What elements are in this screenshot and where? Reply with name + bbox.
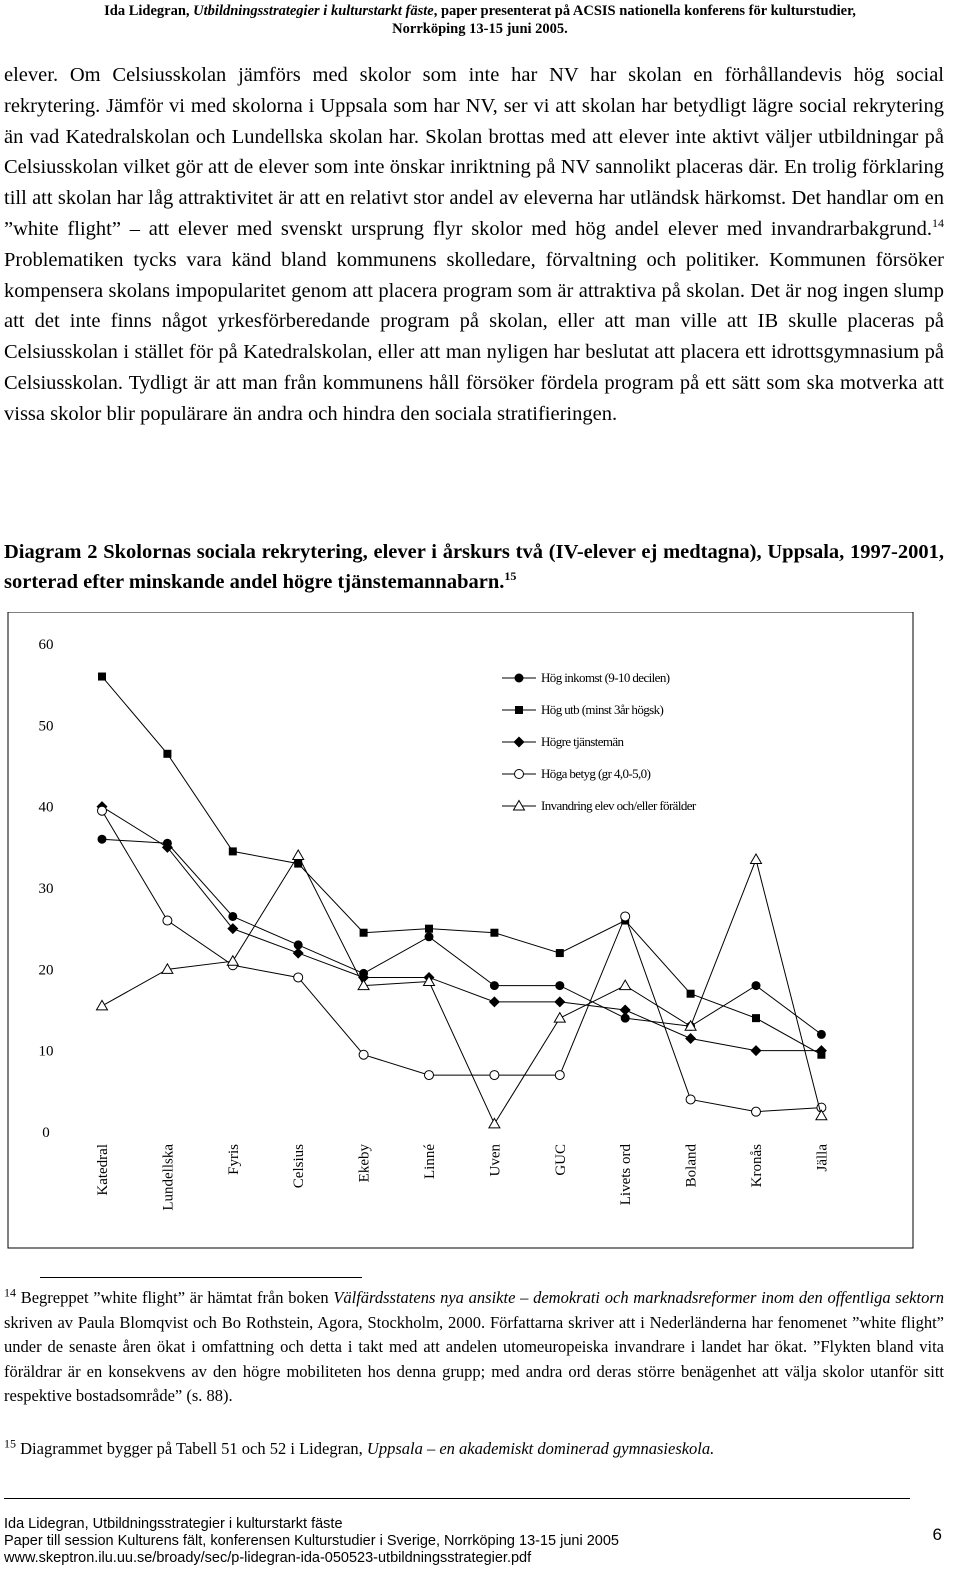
series-group	[97, 801, 827, 1056]
x-tick-label: Lundellska	[160, 1144, 177, 1211]
x-tick-label: Livets ord	[618, 1144, 635, 1206]
data-point	[97, 1000, 108, 1010]
legend-marker	[514, 801, 525, 811]
data-point	[490, 981, 499, 990]
legend-label: Hög inkomst (9-10 decilen)	[541, 670, 670, 685]
x-tick-label: Linné	[422, 1144, 438, 1179]
legend-marker	[515, 770, 524, 779]
body-text-part2: Problematiken tycks vara känd bland kommunens skolledare, förvaltning och politiker. Kommunen försöker kompensera skolans impopularitet genom att placera program som är attraktiva på skolan. Det är nog ingen slump att det inte finns något yrkesförberedande program på skolan, eller att man ville att IB skulle placeras på Celsiusskolan i stället för på Katedralskolan, eller att man nyligen har beslutat att placera ett idrottsgymnasium på Celsiusskolan. Tydligt är att man från kommunens håll försöker fördela program på ett sätt som ska motverka att vissa skolor blir populärare än andra och hindra den sociala stratifieringen.	[4, 248, 944, 425]
footer-url[interactable]: www.skeptron.ilu.uu.se/broady/sec/p-lidegran-ida-050523-utbildningsstrategier.pdf	[4, 1550, 532, 1566]
x-tick-label: Kronås	[749, 1144, 765, 1188]
data-point	[227, 956, 238, 966]
data-point	[621, 912, 630, 921]
data-point	[294, 973, 303, 982]
y-tick-label: 30	[38, 881, 54, 897]
chart-frame	[8, 612, 913, 1248]
data-point	[554, 996, 565, 1007]
x-tick-label: Uven	[487, 1144, 504, 1177]
series-group	[98, 673, 825, 1059]
caption-text: Diagram 2 Skolornas sociala rekrytering, elever i årskurs två (IV-elever ej medtagna), Uppsala, 1997-2001, sorterad efter minskande andel högre tjänstemannabarn.	[4, 541, 944, 593]
x-tick-label: Jälla	[814, 1144, 831, 1172]
data-point	[554, 1013, 565, 1023]
data-point	[555, 1071, 564, 1080]
footer-line2: Paper till session Kulturens fält, konferensen Kulturstudier i Sverige, Norrköping 13-15 juni 2005	[4, 1533, 619, 1549]
footnote-14-number: 14	[4, 1285, 16, 1300]
footer-line1: Ida Lidegran, Utbildningsstrategier i kulturstarkt fäste	[4, 1516, 343, 1532]
data-point	[425, 932, 434, 941]
data-point	[620, 980, 631, 990]
series-line	[102, 839, 821, 1034]
footnote-14-text-c: skriven av Paula Blomqvist och Bo Rothstein, Agora, Stockholm, 2000. Författarna skriver att i Nederländerna har fenomenet ”white flight” under de senaste åren ökat i omfattning och detta i takt med att andelen utomeuropeiska invandrare i landet har ökat. ”Flykten bland vita föräldrar är en konsekvens av den högre mobiliteten hos denna grupp; med andra ord deras större benägenhet att välja skolor utanför sitt respektive bostadsområde” (s. 88).	[4, 1312, 944, 1406]
body-text-part1: elever. Om Celsiusskolan jämförs med skolor som inte har NV har skolan en förhållandevis hög social rekrytering. Jämför vi med skolorna i Uppsala som har NV, ser vi att skolan har betydligt lägre social rekrytering än vad Katedralskolan och Lundellska skolan har. Skolan brottas med att elever inte aktivt väljer utbildningar på Celsiusskolan vilket gör att de elever som inte önskar inriktning på NV sannolikt placeras där. En trolig förklaring till att skolan har låg attraktivitet är att en relativt stor andel av eleverna har utländsk härkomst. Det handlar om en ”white flight” – att elever med svenskt ursprung flyr skolor med hög andel elever med invandrarbakgrund.	[4, 64, 944, 240]
x-tick-label: GUC	[552, 1144, 569, 1176]
data-point	[425, 925, 433, 933]
data-point	[425, 1071, 434, 1080]
legend-label: Hög utb (minst 3år högsk)	[541, 702, 664, 717]
y-tick-label: 50	[38, 718, 54, 735]
y-tick-label: 40	[38, 799, 54, 816]
data-point	[555, 981, 564, 990]
data-point	[163, 916, 172, 925]
data-point	[817, 1030, 826, 1039]
data-point	[489, 996, 500, 1007]
page-footer	[4, 1498, 944, 1567]
y-tick-label: 20	[38, 962, 54, 979]
data-point	[98, 806, 107, 815]
footnote-14-text-a: Begreppet ”white flight” är hämtat från boken	[16, 1288, 334, 1307]
legend-marker	[514, 737, 525, 748]
data-point	[751, 1045, 762, 1056]
data-point	[227, 923, 238, 934]
y-tick-label: 0	[42, 1125, 50, 1141]
header-line2: Norrköping 13-15 juni 2005.	[392, 21, 568, 37]
data-point	[620, 1005, 631, 1016]
footnote-14	[4, 1286, 944, 1409]
legend-label: Höga betyg (gr 4,0-5,0)	[541, 766, 651, 781]
header-author: Ida Lidegran,	[104, 3, 194, 19]
legend-marker	[515, 706, 523, 714]
data-point	[163, 750, 171, 758]
series-line	[102, 807, 821, 1051]
series-group	[98, 835, 826, 1039]
data-point	[490, 929, 498, 937]
page-number: 6	[932, 1525, 942, 1544]
series-line	[102, 677, 821, 1055]
diagram-caption	[4, 537, 944, 597]
data-point	[752, 1014, 760, 1022]
data-point	[556, 949, 564, 957]
data-point	[685, 1033, 696, 1044]
legend-marker	[515, 674, 524, 683]
data-point	[360, 929, 368, 937]
data-point	[752, 1107, 761, 1116]
data-point	[359, 1050, 368, 1059]
y-tick-label: 10	[38, 1043, 54, 1060]
data-point	[293, 850, 304, 860]
x-tick-label: Celsius	[291, 1144, 308, 1189]
footnote-ref-15[interactable]: 15	[504, 569, 517, 584]
line-chart	[4, 612, 944, 1254]
data-point	[816, 1110, 827, 1120]
footnote-ref-14[interactable]: 14	[932, 216, 944, 231]
header-rest: , paper presenterat på ACSIS nationella konferens för kulturstudier,	[433, 3, 856, 19]
footnote-divider	[40, 1277, 362, 1278]
legend-label: Högre tjänstemän	[541, 734, 624, 749]
data-point	[687, 990, 695, 998]
data-point	[228, 912, 237, 921]
header-title: Utbildningsstrategier i kulturstarkt fäste	[193, 3, 434, 19]
body-paragraph	[4, 60, 944, 430]
page-header	[0, 2, 960, 38]
data-point	[490, 1071, 499, 1080]
x-tick-label: Fyris	[225, 1144, 242, 1175]
data-point	[751, 854, 762, 864]
x-tick-label: Boland	[683, 1144, 700, 1188]
data-point	[98, 835, 107, 844]
data-point	[293, 948, 304, 959]
footnote-15	[4, 1437, 944, 1462]
y-tick-label: 60	[38, 637, 54, 653]
data-point	[752, 981, 761, 990]
x-tick-label: Ekeby	[356, 1144, 373, 1183]
footnote-15-text-a: Diagrammet bygger på Tabell 51 och 52 i Lidegran,	[16, 1439, 367, 1458]
data-point	[229, 847, 237, 855]
data-point	[686, 1095, 695, 1104]
series-group	[97, 850, 827, 1128]
data-point	[489, 1118, 500, 1128]
footnote-15-book-title: Uppsala – en akademiskt dominerad gymnasieskola.	[366, 1439, 715, 1458]
x-tick-label: Katedral	[95, 1144, 111, 1196]
footnote-15-number: 15	[4, 1436, 16, 1451]
data-point	[358, 980, 369, 990]
chart-legend	[502, 670, 697, 813]
footnote-14-book-title: Välfärdsstatens nya ansikte – demokrati och marknadsreformer inom den offentliga sektorn	[333, 1288, 944, 1307]
data-point	[98, 673, 106, 681]
legend-label: Invandring elev och/eller förälder	[541, 798, 696, 813]
